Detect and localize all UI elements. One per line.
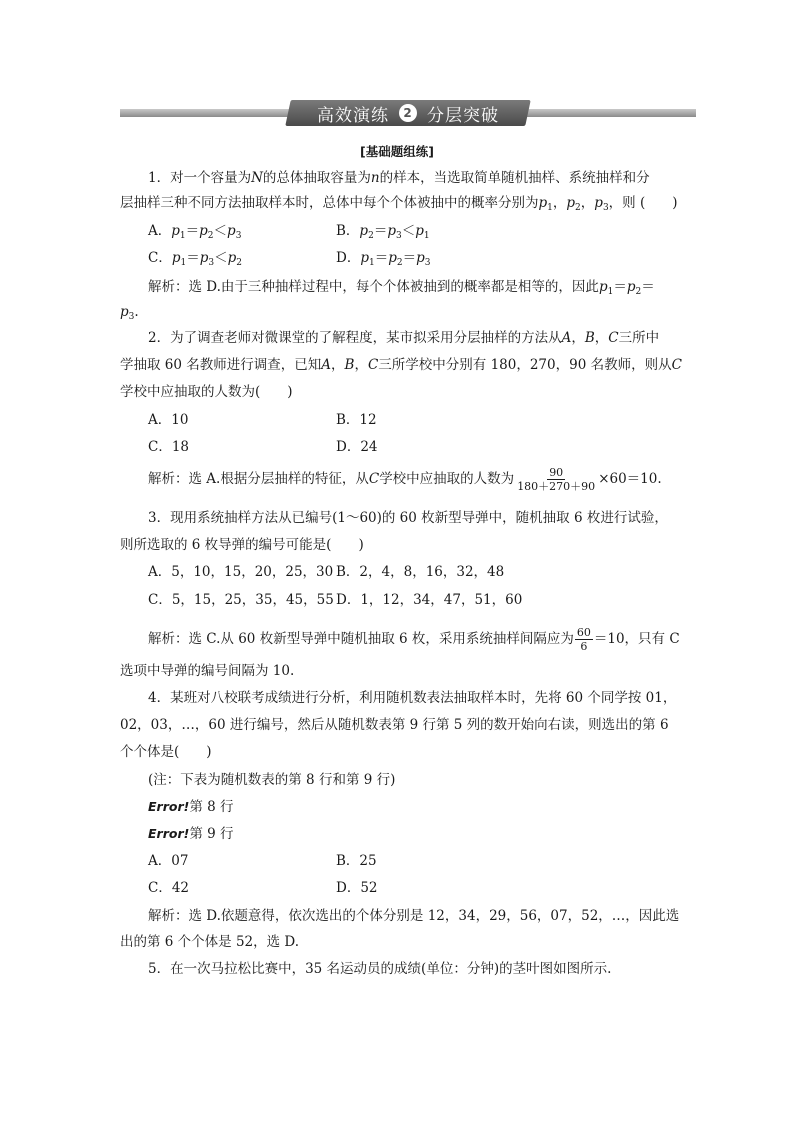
q4-solution-line1: 解析：选 D.依题意得，依次选出的个体分别是 12，34，29，56，07，52，…，因此选	[148, 908, 680, 924]
q3-option-a: A．5，10，15，20，25，30	[148, 564, 334, 580]
q1-solution-line1: 解析：选 D.由于三种抽样过程中，每个个体被抽到的概率都是相等的，因此$p_1=p_2=$	[148, 279, 655, 297]
q2-line3: 学校中应抽取的人数为( )	[120, 384, 293, 400]
q2-solution: 解析：选 A.根据分层抽样的特征，从C学校中应抽取的人数为 $\frac{90}{180+270+90}$ ×60＝10.	[148, 466, 662, 493]
section-banner	[120, 100, 696, 126]
banner-title	[288, 100, 528, 126]
q4-line1: 4．某班对八校联考成绩进行分析，利用随机数表法抽取样本时，先将 60 个同学按 01，	[148, 690, 677, 706]
q4-line3: 个个体是( )	[120, 744, 212, 760]
banner-badge-icon: 2	[399, 104, 417, 122]
q1-option-d: D．$p_1=p_2=p_3$	[336, 250, 431, 268]
q4-option-c: C．42	[148, 880, 190, 896]
q2-option-d: D．24	[336, 439, 378, 455]
q3-line1: 3．现用系统抽样方法从已编号(1～60)的 60 枚新型导弹中，随机抽取 6 枚进行试验，	[148, 510, 668, 526]
q1-option-c: C．$p_1=p_3<p_2$	[148, 250, 243, 268]
banner-right-text: 分层突破	[427, 105, 499, 126]
q5-line1: 5．在一次马拉松比赛中，35 名运动员的成绩(单位：分钟)的茎叶图如图所示.	[148, 961, 612, 977]
q1-line1: 1．对一个容量为N的总体抽取容量为n的样本，当选取简单随机抽样、系统抽样和分	[148, 170, 650, 186]
q4-option-d: D．52	[336, 880, 378, 896]
q2-fraction: $\frac{90}{180+270+90}$	[517, 466, 596, 493]
q4-solution-line2: 出的第 6 个个体是 52，选 D.	[120, 934, 300, 950]
q3-solution-line2: 选项中导弹的编号间隔为 10.	[120, 663, 295, 679]
q4-line2: 02，03，…，60 进行编号，然后从随机数表第 9 行第 5 列的数开始向右读，则选出的第 6	[120, 717, 669, 733]
q1-line2: 层抽样三种不同方法抽取样本时，总体中每个个体被抽中的概率分别为$p_1$，$p_2$，$p_3$，则 ( )	[120, 195, 678, 213]
section-heading: [基础题组练]	[360, 144, 434, 159]
q3-option-d: D．1，12，34，47，51，60	[336, 592, 523, 608]
banner-left-text: 高效演练	[317, 105, 389, 126]
q1-solution-line2: $p_3$.	[120, 304, 139, 322]
q3-solution-line1: 解析：选 C.从 60 枚新型导弹中随机抽取 6 枚，采用系统抽样间隔应为 $\frac{60}{6}$ ＝10，只有 C	[148, 626, 680, 653]
q4-row8: Error!第 8 行	[148, 799, 234, 815]
q3-option-c: C．5，15，25，35，45，55	[148, 592, 334, 608]
q4-row9: Error!第 9 行	[148, 826, 234, 842]
q3-line2: 则所选取的 6 枚导弹的编号可能是( )	[120, 537, 364, 553]
q4-note: (注：下表为随机数表的第 8 行和第 9 行)	[148, 772, 396, 788]
q1-option-a: A．$p_1=p_2<p_3$	[148, 223, 242, 241]
q2-line1: 2．为了调查老师对微课堂的了解程度，某市拟采用分层抽样的方法从A，B，C三所中	[148, 330, 660, 346]
q2-option-a: A．10	[148, 412, 189, 428]
q4-option-b: B．25	[336, 853, 377, 869]
q3-option-b: B．2，4，8，16，32，48	[336, 564, 505, 580]
q4-option-a: A．07	[148, 853, 189, 869]
q2-option-b: B．12	[336, 412, 377, 428]
q3-fraction: $\frac{60}{6}$	[576, 626, 591, 653]
q2-line2: 学抽取 60 名教师进行调查，已知A，B，C三所学校中分别有 180，270，90 名教师，则从C	[120, 357, 682, 373]
q1-option-b: B．$p_2=p_3<p_1$	[336, 223, 430, 241]
q2-option-c: C．18	[148, 439, 190, 455]
